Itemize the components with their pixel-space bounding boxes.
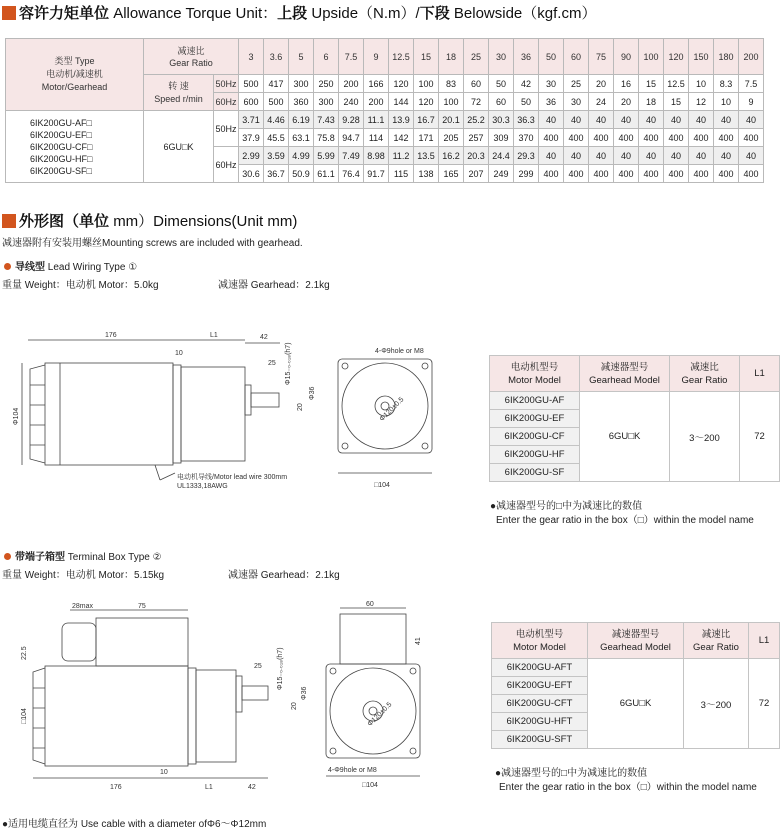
lead-model-row: 6IK200GU-SF	[490, 464, 580, 482]
torque-cell: 7.43	[314, 111, 339, 129]
lead-h3: 减速比 Gear Ratio	[670, 356, 740, 392]
torque-cell: 5.99	[314, 147, 339, 165]
torque-cell: 40	[739, 147, 764, 165]
torque-cell: 400	[664, 165, 689, 183]
cable-note: ●适用电缆直径为 Use cable with a diameter ofΦ6～Φ12mm	[2, 819, 267, 830]
speed60-cell: 10	[714, 93, 739, 111]
dim-hole: 4-Φ9hole or M8	[328, 767, 377, 774]
dim-176: 176	[105, 332, 117, 339]
torque-cell: 76.4	[339, 165, 364, 183]
torque-cell: 29.3	[514, 147, 539, 165]
dim-pcd: Φ120±0.5	[366, 701, 394, 728]
mounting-note: 减速器附有安装用螺丝Mounting screws are included with gearhead.	[2, 238, 303, 249]
torque-cell: 11.2	[389, 147, 414, 165]
terminal-gearhead: 6GU□K	[588, 659, 684, 749]
torque-cell: 36.3	[514, 111, 539, 129]
torque-cell: 30.6	[239, 165, 264, 183]
gear-ratio-header: 减速比 Gear Ratio	[144, 39, 239, 75]
lead-h4: L1	[740, 356, 780, 392]
torque-cell: 13.5	[414, 147, 439, 165]
dim-75: 75	[138, 603, 146, 610]
torque-cell: 63.1	[289, 129, 314, 147]
speed50-cell: 50	[489, 75, 514, 93]
torque-cell: 400	[714, 165, 739, 183]
torque-cell: 171	[414, 129, 439, 147]
speed50-cell: 417	[264, 75, 289, 93]
speed50-cell: 120	[389, 75, 414, 93]
lead-model-row: 6IK200GU-AF	[490, 392, 580, 410]
terminal-ratio: 3～200	[684, 659, 749, 749]
torque-cell: 400	[689, 165, 714, 183]
dim-42: 42	[248, 784, 256, 791]
torque-section-title	[2, 2, 596, 23]
hz60-group: 60Hz	[214, 147, 239, 183]
torque-cell: 257	[464, 129, 489, 147]
lead-gearhead: 6GU□K	[580, 392, 670, 482]
torque-cell: 400	[589, 129, 614, 147]
torque-cell: 40	[589, 147, 614, 165]
torque-cell: 16.7	[414, 111, 439, 129]
hz50-group: 50Hz	[214, 111, 239, 147]
ratio-cell: 60	[564, 39, 589, 75]
torque-table	[5, 38, 764, 183]
ratio-cell: 120	[664, 39, 689, 75]
speed60-cell: 100	[439, 93, 464, 111]
section-marker-icon	[2, 214, 16, 228]
torque-cell: 249	[489, 165, 514, 183]
hz60-label: 60Hz	[214, 93, 239, 111]
lead-type-title	[4, 258, 137, 273]
dim-25: 25	[254, 663, 262, 670]
dim-10: 10	[175, 350, 183, 357]
dim-phi15: Φ15₋₀.₀₁₈(h7)	[277, 647, 284, 690]
torque-cell: 40	[539, 147, 564, 165]
speed60-cell: 360	[289, 93, 314, 111]
ratio-cell: 18	[439, 39, 464, 75]
torque-cell: 94.7	[339, 129, 364, 147]
torque-cell: 400	[639, 129, 664, 147]
torque-cell: 114	[364, 129, 389, 147]
terminal-front-view-drawing	[318, 600, 430, 790]
torque-cell: 400	[564, 129, 589, 147]
torque-cell: 13.9	[389, 111, 414, 129]
dim-pcd: Φ120±0.5	[378, 396, 406, 423]
torque-cell: 40	[664, 111, 689, 129]
torque-cell: 400	[539, 129, 564, 147]
torque-cell: 142	[389, 129, 414, 147]
speed60-cell: 50	[514, 93, 539, 111]
torque-cell: 7.49	[339, 147, 364, 165]
terminal-model-row: 6IK200GU-SFT	[492, 731, 588, 749]
ratio-cell: 12.5	[389, 39, 414, 75]
speed50-cell: 20	[589, 75, 614, 93]
ratio-cell: 36	[514, 39, 539, 75]
speed60-cell: 200	[364, 93, 389, 111]
ratio-cell: 75	[589, 39, 614, 75]
torque-cell: 400	[639, 165, 664, 183]
dim-phi36: Φ36	[309, 386, 316, 400]
dim-hole: 4-Φ9hole or M8	[375, 348, 424, 355]
torque-cell: 40	[614, 147, 639, 165]
wire-spec-label: UL1333,18AWG	[177, 483, 228, 490]
torque-cell: 400	[664, 129, 689, 147]
hz50-label: 50Hz	[214, 75, 239, 93]
terminal-note-en: Enter the gear ratio in the box（□）within the model name	[499, 782, 757, 793]
torque-cell: 115	[389, 165, 414, 183]
speed50-cell: 42	[514, 75, 539, 93]
speed50-cell: 60	[464, 75, 489, 93]
terminal-h3: 减速比 Gear Ratio	[684, 623, 749, 659]
torque-cell: 50.9	[289, 165, 314, 183]
torque-cell: 400	[589, 165, 614, 183]
ratio-cell: 25	[464, 39, 489, 75]
dimensions-title-en: mm）Dimensions(Unit mm)	[113, 213, 298, 230]
dim-sq104-side: □104	[21, 708, 28, 724]
speed50-cell: 100	[414, 75, 439, 93]
torque-cell: 400	[739, 165, 764, 183]
torque-cell: 400	[739, 129, 764, 147]
ratio-cell: 3	[239, 39, 264, 75]
speed60-cell: 144	[389, 93, 414, 111]
torque-cell: 37.9	[239, 129, 264, 147]
torque-cell: 40	[564, 111, 589, 129]
speed50-cell: 16	[614, 75, 639, 93]
lead-title-en: Lead Wiring Type ①	[47, 262, 138, 273]
terminal-note-cn: ●减速器型号的□中为减速比的数值	[495, 768, 648, 779]
ratio-cell: 5	[289, 39, 314, 75]
terminal-weight-motor: 重量 Weight：电动机 Motor：5.15kg	[2, 570, 165, 581]
ratio-cell: 3.6	[264, 39, 289, 75]
torque-cell: 400	[689, 129, 714, 147]
torque-cell: 45.5	[264, 129, 289, 147]
torque-cell: 400	[614, 129, 639, 147]
torque-cell: 30.3	[489, 111, 514, 129]
torque-cell: 75.8	[314, 129, 339, 147]
ratio-cell: 150	[689, 39, 714, 75]
torque-cell: 40	[689, 147, 714, 165]
speed60-cell: 20	[614, 93, 639, 111]
motor-lead-wire-label: 电动机导线/Motor lead wire 300mm	[177, 474, 288, 481]
torque-cell: 36.7	[264, 165, 289, 183]
dim-phi36: Φ36	[301, 686, 308, 700]
torque-cell: 3.59	[264, 147, 289, 165]
model-name: 6IK200GU-AF□	[30, 117, 92, 128]
torque-cell: 91.7	[364, 165, 389, 183]
dimensions-section-title	[2, 210, 297, 231]
ratio-cell: 200	[739, 39, 764, 75]
model-name: 6IK200GU-SF□	[30, 165, 92, 176]
torque-cell: 40	[664, 147, 689, 165]
torque-cell: 6.19	[289, 111, 314, 129]
lead-title-cn: 导线型	[15, 262, 45, 273]
torque-cell: 40	[589, 111, 614, 129]
torque-cell: 400	[564, 165, 589, 183]
torque-cell: 2.99	[239, 147, 264, 165]
torque-cell: 400	[714, 129, 739, 147]
lead-front-view-drawing	[330, 345, 440, 495]
speed60-cell: 500	[264, 93, 289, 111]
ratio-cell: 7.5	[339, 39, 364, 75]
torque-cell: 165	[439, 165, 464, 183]
ratio-cell: 6	[314, 39, 339, 75]
bullet-icon	[4, 263, 11, 270]
torque-cell: 61.1	[314, 165, 339, 183]
torque-cell: 9.28	[339, 111, 364, 129]
terminal-weight-gear: 减速器 Gearhead：2.1kg	[228, 570, 340, 581]
dim-10: 10	[160, 769, 168, 776]
dim-42: 42	[260, 334, 268, 341]
lead-ratio: 3～200	[670, 392, 740, 482]
torque-cell: 8.98	[364, 147, 389, 165]
terminal-model-table	[491, 622, 780, 749]
torque-cell: 138	[414, 165, 439, 183]
model-name: 6IK200GU-EF□	[30, 129, 92, 140]
torque-title-cn: 容许力矩单位	[19, 5, 110, 22]
speed60-cell: 60	[489, 93, 514, 111]
torque-cell: 40	[639, 147, 664, 165]
model-name: 6IK200GU-CF□	[30, 141, 93, 152]
speed60-cell: 15	[664, 93, 689, 111]
speed60-cell: 36	[539, 93, 564, 111]
speed60-cell: 9	[739, 93, 764, 111]
terminal-model-row: 6IK200GU-EFT	[492, 677, 588, 695]
speed60-cell: 240	[339, 93, 364, 111]
torque-cell: 16.2	[439, 147, 464, 165]
lead-l1: 72	[740, 392, 780, 482]
torque-cell: 40	[739, 111, 764, 129]
dim-176: 176	[110, 784, 122, 791]
model-name: 6IK200GU-HF□	[30, 153, 93, 164]
lead-note-cn: ●减速器型号的□中为减速比的数值	[490, 501, 643, 512]
type-header: 类型 Type 电动机/减速机 Motor/Gearhead	[6, 39, 144, 111]
torque-cell: 20.3	[464, 147, 489, 165]
speed-header: 转 速 Speed r/min	[144, 75, 214, 111]
terminal-model-row: 6IK200GU-AFT	[492, 659, 588, 677]
dim-l1: L1	[210, 332, 218, 339]
torque-cell: 20.1	[439, 111, 464, 129]
torque-cell: 40	[539, 111, 564, 129]
speed50-cell: 83	[439, 75, 464, 93]
ratio-cell: 100	[639, 39, 664, 75]
torque-cell: 40	[639, 111, 664, 129]
upside-en: Upside（N.m）/	[311, 5, 420, 22]
lead-model-row: 6IK200GU-EF	[490, 410, 580, 428]
terminal-side-view-drawing	[0, 598, 320, 798]
speed60-cell: 24	[589, 93, 614, 111]
lead-h2: 减速器型号 Gearhead Model	[580, 356, 670, 392]
dim-l1: L1	[205, 784, 213, 791]
torque-cell: 11.1	[364, 111, 389, 129]
torque-cell: 25.2	[464, 111, 489, 129]
speed50-cell: 12.5	[664, 75, 689, 93]
torque-cell: 299	[514, 165, 539, 183]
gearhead-model: 6GU□K	[144, 111, 214, 183]
torque-cell: 40	[714, 111, 739, 129]
ratio-cell: 50	[539, 39, 564, 75]
terminal-h4: L1	[749, 623, 780, 659]
speed50-cell: 300	[289, 75, 314, 93]
speed50-cell: 25	[564, 75, 589, 93]
torque-cell: 24.4	[489, 147, 514, 165]
dim-60: 60	[366, 601, 374, 608]
ratio-cell: 180	[714, 39, 739, 75]
torque-cell: 40	[564, 147, 589, 165]
torque-cell: 205	[439, 129, 464, 147]
speed50-cell: 7.5	[739, 75, 764, 93]
speed60-cell: 30	[564, 93, 589, 111]
terminal-title-en: Terminal Box Type ②	[67, 552, 162, 563]
speed60-cell: 72	[464, 93, 489, 111]
bullet-icon	[4, 553, 11, 560]
torque-cell: 400	[614, 165, 639, 183]
ratio-cell: 9	[364, 39, 389, 75]
belowside-cn: 下段	[419, 5, 450, 22]
speed50-cell: 166	[364, 75, 389, 93]
terminal-l1: 72	[749, 659, 780, 749]
terminal-h1: 电动机型号 Motor Model	[492, 623, 588, 659]
torque-cell: 400	[539, 165, 564, 183]
lead-model-table	[489, 355, 780, 482]
speed50-cell: 250	[314, 75, 339, 93]
dim-sq104: □104	[362, 782, 378, 789]
lead-model-row: 6IK200GU-CF	[490, 428, 580, 446]
torque-cell: 40	[614, 111, 639, 129]
dimensions-title-cn: 外形图（单位	[19, 213, 110, 230]
speed50-cell: 200	[339, 75, 364, 93]
terminal-type-title	[4, 548, 162, 563]
speed60-cell: 300	[314, 93, 339, 111]
speed60-cell: 18	[639, 93, 664, 111]
lead-weight-gear: 减速器 Gearhead：2.1kg	[218, 280, 330, 291]
section-marker-icon	[2, 6, 16, 20]
lead-side-view-drawing	[0, 325, 330, 495]
torque-cell: 4.99	[289, 147, 314, 165]
lead-weight-motor: 重量 Weight：电动机 Motor：5.0kg	[2, 280, 159, 291]
torque-cell: 207	[464, 165, 489, 183]
speed50-cell: 8.3	[714, 75, 739, 93]
terminal-h2: 减速器型号 Gearhead Model	[588, 623, 684, 659]
dim-25: 25	[268, 360, 276, 367]
speed50-cell: 15	[639, 75, 664, 93]
upside-cn: 上段	[277, 5, 308, 22]
dim-phi104: Φ104	[13, 407, 20, 425]
dim-20: 20	[297, 403, 304, 411]
ratio-cell: 90	[614, 39, 639, 75]
lead-h1: 电动机型号 Motor Model	[490, 356, 580, 392]
dim-22-5: 22.5	[21, 646, 28, 660]
torque-cell: 40	[689, 111, 714, 129]
speed50-cell: 30	[539, 75, 564, 93]
speed50-cell: 500	[239, 75, 264, 93]
terminal-model-row: 6IK200GU-HFT	[492, 713, 588, 731]
speed60-cell: 12	[689, 93, 714, 111]
ratio-cell: 30	[489, 39, 514, 75]
torque-cell: 370	[514, 129, 539, 147]
belowside-en: Belowside（kgf.cm）	[453, 5, 597, 22]
model-list	[6, 111, 144, 183]
dim-28max: 28max	[72, 603, 94, 610]
torque-cell: 309	[489, 129, 514, 147]
dim-phi15: Φ15₋₀.₀₁₈(h7)	[285, 342, 292, 385]
torque-cell: 3.71	[239, 111, 264, 129]
terminal-title-cn: 带端子箱型	[15, 552, 65, 563]
lead-model-row: 6IK200GU-HF	[490, 446, 580, 464]
torque-cell: 4.46	[264, 111, 289, 129]
lead-note-en: Enter the gear ratio in the box（□）within the model name	[496, 515, 754, 526]
speed60-cell: 120	[414, 93, 439, 111]
speed50-cell: 10	[689, 75, 714, 93]
torque-title-en: Allowance Torque Unit：	[113, 5, 278, 22]
speed60-cell: 600	[239, 93, 264, 111]
dim-sq104: □104	[374, 482, 390, 489]
torque-cell: 40	[714, 147, 739, 165]
terminal-model-row: 6IK200GU-CFT	[492, 695, 588, 713]
dim-41: 41	[415, 637, 422, 645]
ratio-cell: 15	[414, 39, 439, 75]
dim-20: 20	[291, 702, 298, 710]
